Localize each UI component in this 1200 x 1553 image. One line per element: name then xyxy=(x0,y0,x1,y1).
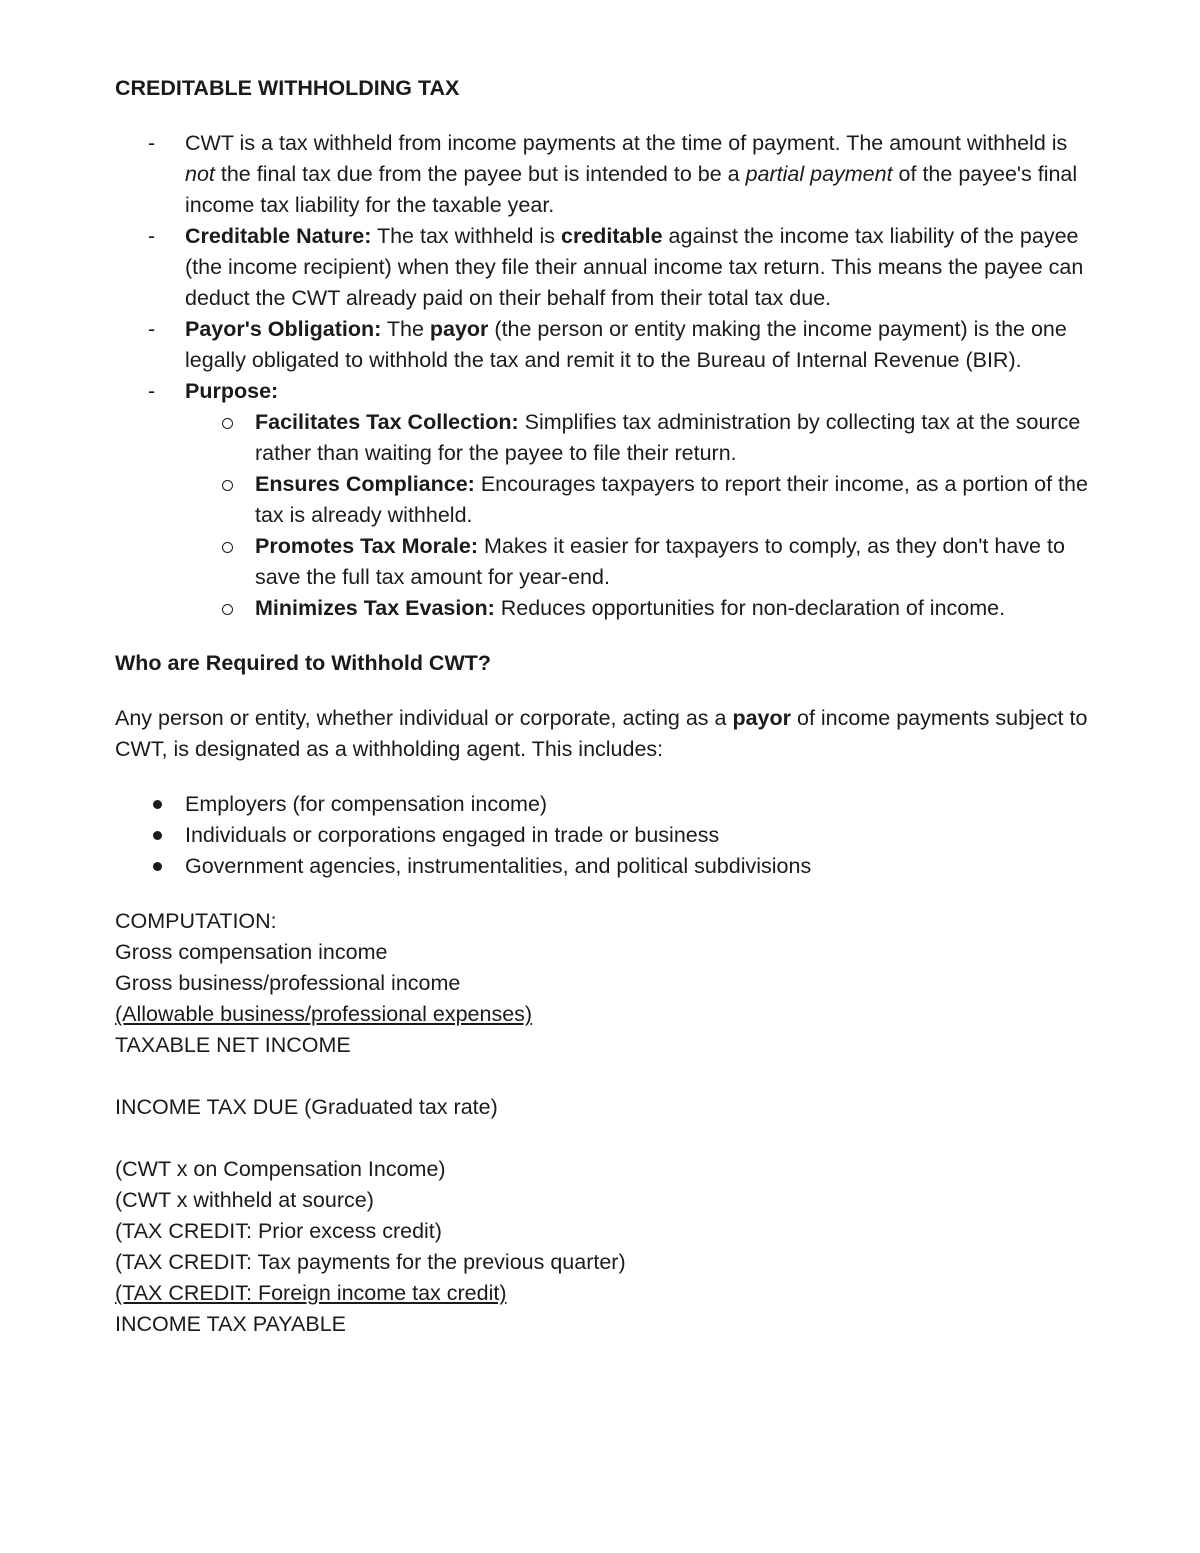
purpose-item-label: Promotes Tax Morale: xyxy=(255,534,479,558)
computation-heading: COMPUTATION: xyxy=(115,909,277,933)
creditable-label: Creditable Nature: xyxy=(185,224,372,248)
who-bullet-text: Employers (for compensation income) xyxy=(185,792,548,816)
who-bullet-text: Individuals or corporations engaged in trade or business xyxy=(185,823,720,847)
document-title: CREDITABLE WITHHOLDING TAX xyxy=(115,76,460,100)
purpose-item-tax-morale xyxy=(115,531,1095,593)
computation-line: (CWT x on Compensation Income) xyxy=(115,1157,446,1181)
filled-bullet-icon xyxy=(153,800,162,809)
dash-marker: - xyxy=(148,379,156,403)
list-item-definition xyxy=(115,128,1095,221)
payor-text-a: The xyxy=(381,317,430,341)
purpose-item-label: Minimizes Tax Evasion: xyxy=(255,596,495,620)
definition-text-c: of the payee's final income tax liability for the taxable year. xyxy=(185,162,1078,217)
computation-line: Gross compensation income xyxy=(115,940,388,964)
computation-line: Gross business/professional income xyxy=(115,971,461,995)
purpose-item-tax-collection xyxy=(115,407,1095,469)
who-bullet-text: Government agencies, instrumentalities, and political subdivisions xyxy=(185,854,812,878)
purpose-item-label: Ensures Compliance: xyxy=(255,472,475,496)
computation-line: (TAX CREDIT: Prior excess credit) xyxy=(115,1219,442,1243)
who-text-a: Any person or entity, whether individual or corporate, acting as a xyxy=(115,706,733,730)
list-item-creditable-nature xyxy=(115,221,1095,314)
purpose-item-label: Facilitates Tax Collection: xyxy=(255,410,519,434)
hollow-circle-bullet-icon xyxy=(222,542,233,553)
filled-bullet-icon xyxy=(153,862,162,871)
purpose-item-text: Makes it easier for taxpayers to comply, as they don't have to save the full tax amount for year-end. xyxy=(255,534,1065,589)
who-paragraph xyxy=(115,703,1095,765)
definition-text-a: CWT is a tax withheld from income payments at the time of payment. The amount withheld is xyxy=(185,131,1068,155)
who-heading: Who are Required to Withhold CWT? xyxy=(115,651,492,675)
computation-line: TAXABLE NET INCOME xyxy=(115,1033,351,1057)
creditable-text-a: The tax withheld is xyxy=(371,224,561,248)
purpose-item-tax-evasion xyxy=(115,593,1095,624)
who-bold-payor: payor xyxy=(732,706,792,730)
computation-line-underlined: (TAX CREDIT: Foreign income tax credit) xyxy=(115,1281,507,1305)
definition-emphasis-not: not xyxy=(185,162,215,186)
creditable-text-b: against the income tax liability of the payee (the income recipient) when they file their annual income tax return. This means the payee can deduct the CWT already paid on their behalf from their total tax due. xyxy=(185,224,1084,310)
purpose-item-text: Reduces opportunities for non-declaration of income. xyxy=(494,596,1006,620)
purpose-item-text: Encourages taxpayers to report their income, as a portion of the tax is already withheld. xyxy=(255,472,1088,527)
computation-line-underlined: (Allowable business/professional expenses) xyxy=(115,1002,533,1026)
payor-text-b: (the person or entity making the income payment) is the one legally obligated to withhold the tax and remit it to the Bureau of Internal Revenue (BIR). xyxy=(185,317,1067,372)
list-item-payor-obligation xyxy=(115,314,1095,376)
definition-text-b: the final tax due from the payee but is intended to be a xyxy=(214,162,746,186)
who-bullet-item xyxy=(115,851,1095,882)
who-text-b: of income payments subject to CWT, is designated as a withholding agent. This includes: xyxy=(115,706,1088,761)
definition-emphasis-partial: partial payment xyxy=(745,162,893,186)
purpose-item-compliance xyxy=(115,469,1095,531)
dash-marker: - xyxy=(148,317,156,341)
list-item-purpose xyxy=(115,376,1095,407)
dash-marker: - xyxy=(148,131,156,155)
computation-line: (TAX CREDIT: Tax payments for the previous quarter) xyxy=(115,1250,626,1274)
purpose-item-text: Simplifies tax administration by collecting tax at the source rather than waiting for the payee to file their return. xyxy=(255,410,1081,465)
who-bullet-item xyxy=(115,789,1095,820)
purpose-label: Purpose: xyxy=(185,379,279,403)
computation-line: INCOME TAX DUE (Graduated tax rate) xyxy=(115,1095,498,1119)
creditable-bold: creditable xyxy=(561,224,663,248)
computation-line: INCOME TAX PAYABLE xyxy=(115,1312,346,1336)
payor-label: Payor's Obligation: xyxy=(185,317,382,341)
hollow-circle-bullet-icon xyxy=(222,418,233,429)
hollow-circle-bullet-icon xyxy=(222,480,233,491)
dash-marker: - xyxy=(148,224,156,248)
who-bullet-item xyxy=(115,820,1095,851)
filled-bullet-icon xyxy=(153,831,162,840)
document-page xyxy=(115,73,1095,1340)
computation-line: (CWT x withheld at source) xyxy=(115,1188,374,1212)
hollow-circle-bullet-icon xyxy=(222,604,233,615)
payor-bold: payor xyxy=(429,317,489,341)
